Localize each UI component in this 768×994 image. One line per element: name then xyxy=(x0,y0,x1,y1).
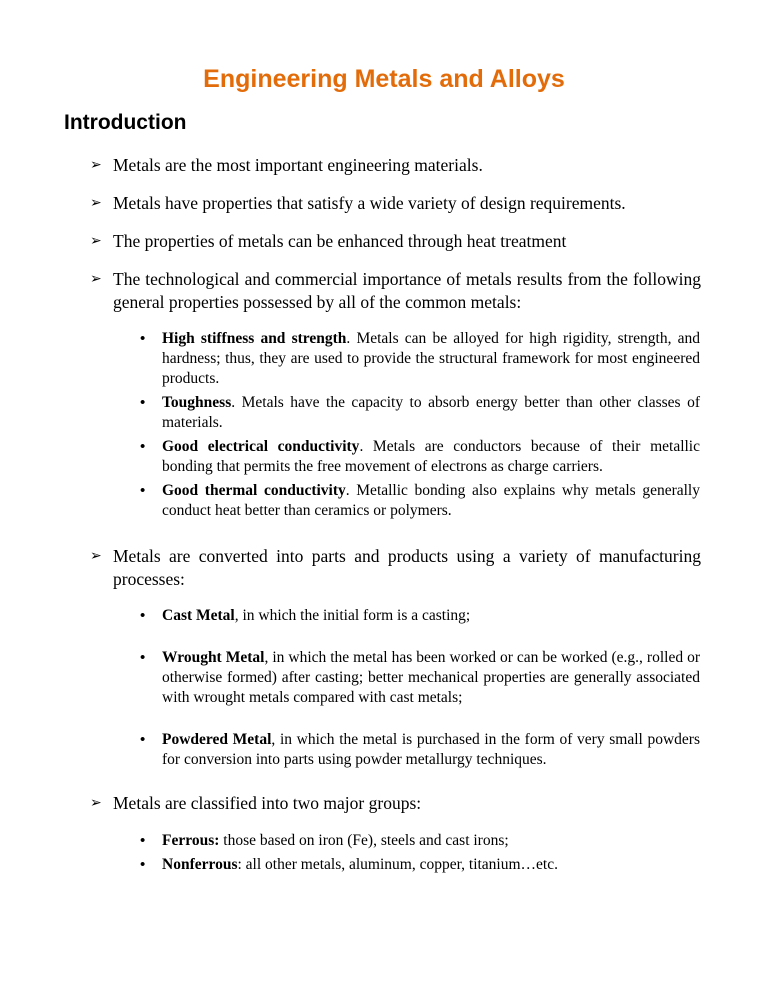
arrow-bullet-icon: ➢ xyxy=(90,195,102,211)
list-item-text xyxy=(162,855,700,875)
list-item-body: : all other metals, aluminum, copper, titanium…etc. xyxy=(237,856,558,873)
arrow-bullet-icon: ➢ xyxy=(90,157,102,173)
document-body xyxy=(0,154,768,875)
list-item-lead: Powdered Metal xyxy=(162,731,272,748)
list-item-lead: Good electrical conductivity xyxy=(162,438,360,455)
list-item-body: . Metals have the capacity to absorb energy better than other classes of materials. xyxy=(162,394,700,431)
list-item-text xyxy=(162,393,700,433)
list-item-lead: Toughness xyxy=(162,394,232,411)
section-heading-introduction: Introduction xyxy=(64,111,187,134)
bullet-list-item xyxy=(140,648,768,708)
round-bullet-icon: • xyxy=(140,833,146,849)
bullet-list-item xyxy=(140,730,768,770)
round-bullet-icon: • xyxy=(140,439,146,455)
list-item-text: Metals are classified into two major groups: xyxy=(113,793,422,813)
round-bullet-icon: • xyxy=(140,608,146,624)
arrow-bullet-icon: ➢ xyxy=(90,548,102,564)
arrow-bullet-icon: ➢ xyxy=(90,795,102,811)
list-item-text xyxy=(162,481,700,521)
list-item-text xyxy=(162,730,700,770)
general-properties-sublist xyxy=(0,329,768,521)
list-item-body: . Metals can be alloyed for high rigidity, strength, and hardness; thus, they are used to provide the structural framework for most engineered products. xyxy=(162,330,700,387)
list-item-text: Metals have properties that satisfy a wide variety of design requirements. xyxy=(113,193,626,213)
list-item-body: . Metals are conductors because of their metallic bonding that permits the free movement of electrons as charge carriers. xyxy=(162,438,700,475)
bullet-list-item xyxy=(140,437,768,477)
list-item-lead: High stiffness and strength xyxy=(162,330,347,347)
arrow-list-item xyxy=(90,545,768,591)
arrow-bullet-icon: ➢ xyxy=(90,271,102,287)
list-item-text xyxy=(162,606,700,626)
list-item-text xyxy=(162,831,700,851)
document-title: Engineering Metals and Alloys xyxy=(203,65,565,93)
list-item-lead: Good thermal conductivity xyxy=(162,482,346,499)
round-bullet-icon: • xyxy=(140,331,146,347)
list-item-text xyxy=(162,329,700,389)
list-item-lead: Ferrous: xyxy=(162,832,220,849)
list-item-text: Metals are converted into parts and products using a variety of manufacturing processes: xyxy=(113,546,701,589)
list-item-body: , in which the initial form is a casting; xyxy=(234,607,471,624)
bullet-list-item xyxy=(140,855,768,875)
round-bullet-icon: • xyxy=(140,857,146,873)
bullet-list-item xyxy=(140,393,768,433)
bullet-list-item xyxy=(140,606,768,626)
list-item-text: The technological and commercial importance of metals results from the following general properties possessed by all of the common metals: xyxy=(113,269,701,312)
arrow-list-item xyxy=(90,268,768,314)
list-item-body: . Metallic bonding also explains why metals generally conduct heat better than ceramics or polymers. xyxy=(162,482,700,519)
list-item-body: , in which the metal has been worked or can be worked (e.g., rolled or otherwise formed) after casting; better mechanical properties are generally associated with wrought metals compared with cast metals; xyxy=(162,649,700,706)
arrow-bullet-icon: ➢ xyxy=(90,233,102,249)
arrow-list-item xyxy=(90,154,768,177)
round-bullet-icon: • xyxy=(140,483,146,499)
list-item-lead: Nonferrous xyxy=(162,856,238,873)
arrow-list-item xyxy=(90,792,768,815)
bullet-list-item xyxy=(140,329,768,389)
round-bullet-icon: • xyxy=(140,650,146,666)
list-item-lead: Wrought Metal xyxy=(162,649,265,666)
round-bullet-icon: • xyxy=(140,395,146,411)
arrow-list-item xyxy=(90,192,768,215)
list-item-text xyxy=(162,648,700,708)
bullet-list-item xyxy=(140,831,768,851)
bullet-list-item xyxy=(140,481,768,521)
list-item-body: , in which the metal is purchased in the form of very small powders for conversion into parts using powder metallurgy techniques. xyxy=(162,731,700,768)
metal-groups-sublist xyxy=(0,831,768,875)
arrow-list-item xyxy=(90,230,768,253)
list-item-text: Metals are the most important engineering materials. xyxy=(113,155,483,175)
list-item-text xyxy=(162,437,700,477)
manufacturing-processes-sublist xyxy=(0,606,768,770)
list-item-body: those based on iron (Fe), steels and cast irons; xyxy=(219,832,509,849)
round-bullet-icon: • xyxy=(140,732,146,748)
list-item-lead: Cast Metal xyxy=(162,607,235,624)
list-item-text: The properties of metals can be enhanced through heat treatment xyxy=(113,231,567,251)
